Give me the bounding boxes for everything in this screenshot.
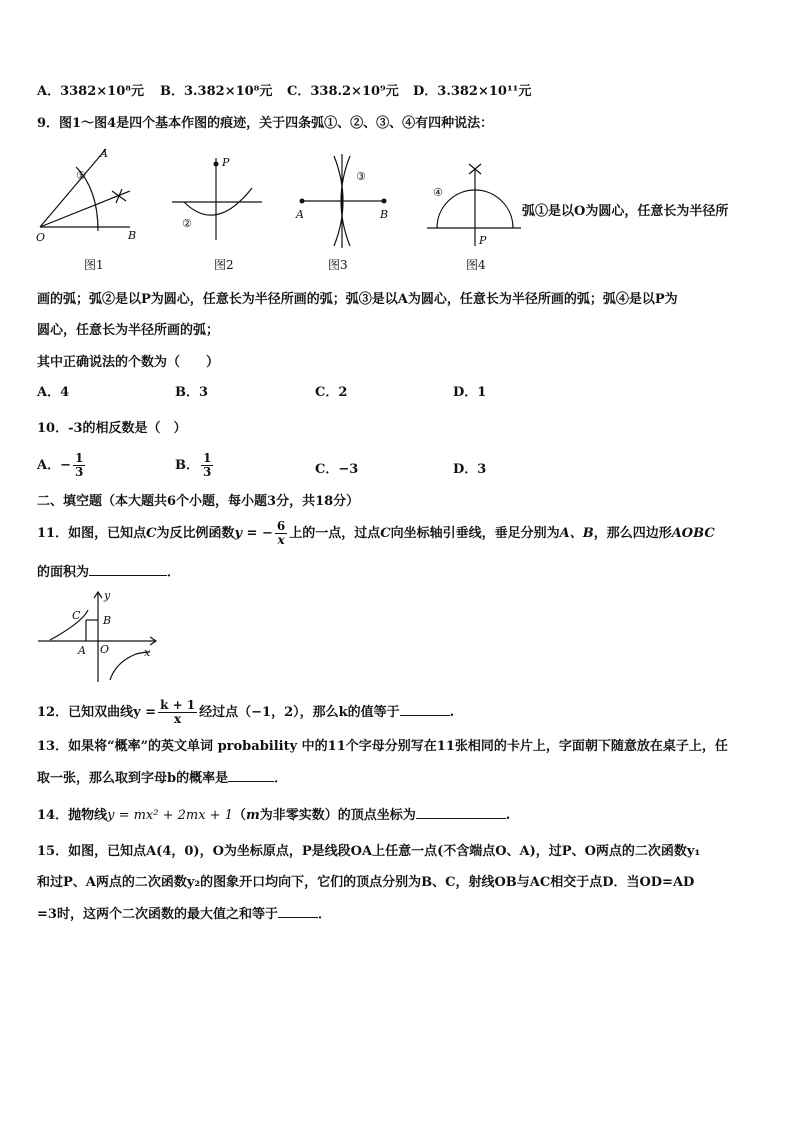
- q14-equation: y = mx² + 2mx + 1: [107, 808, 233, 823]
- q14-paren-open: （: [232, 808, 246, 823]
- q13-line2-text: 取一张，那么取到字母b的概率是: [37, 771, 229, 786]
- q10-stem: 10．-3的相反数是（ ）: [37, 421, 187, 436]
- q12-end: .: [449, 705, 455, 720]
- q15-line3: [37, 905, 331, 924]
- q11-point-c2: C: [380, 526, 391, 541]
- q10-option-a: [37, 452, 87, 479]
- q10-option-b: [175, 452, 215, 479]
- fig2-label-p: P: [222, 156, 230, 169]
- q14-line: [37, 806, 510, 825]
- q10-option-b-den: 3: [203, 465, 212, 479]
- q12-fraction: [158, 699, 197, 726]
- q11-fig-label-a: A: [78, 644, 86, 657]
- q13-end: ．: [274, 771, 288, 786]
- fig1-label-b: B: [128, 229, 137, 242]
- q11-frac-num: 6: [276, 519, 286, 533]
- q13-line1: 13．如果将“概率”的英文单词 probability 中的11个字母分别写在11张相同的卡片上，字面朝下随意放在桌子上，任: [37, 739, 728, 754]
- q9-question: 其中正确说法的个数为（ ）: [37, 355, 220, 370]
- q9-line2: 画的弧；弧②是以P为圆心，任意长为半径所画的弧；弧③是以A为圆心，任意长为半径所画的弧；弧④是以P为: [37, 292, 678, 307]
- q10-option-b-fraction: [201, 452, 213, 479]
- q8-option-a: A．3382×10⁸元: [37, 84, 144, 99]
- q9-side-text: 弧①是以O为圆心，任意长为半径所: [522, 204, 729, 219]
- fig1-label-a: A: [100, 147, 108, 160]
- q12-text-1: 12．已知双曲线: [37, 705, 134, 720]
- q10-option-a-fraction: [73, 452, 85, 479]
- fig4-caption: 图4: [466, 258, 486, 272]
- q14-end: .: [505, 808, 511, 823]
- fig1-bisector: [40, 191, 130, 227]
- q13-line2: [37, 769, 287, 788]
- q9-stem: 9．图1～图4是四个基本作图的痕迹，关于四条弧①、②、③、④有四种说法：: [37, 116, 494, 131]
- q15-answer-blank[interactable]: [278, 905, 318, 918]
- q10-option-b-num: 1: [203, 451, 212, 465]
- q12-line: [37, 699, 454, 726]
- q12-text-2: 经过点（−1，2），那么k的值等于: [199, 705, 400, 720]
- fig3-label-a: A: [296, 208, 304, 221]
- q10-option-a-den: 3: [74, 465, 84, 479]
- q11-text-5: ，那么四边形: [593, 526, 672, 541]
- q9-figure-3: [290, 150, 395, 250]
- fig2-caption: 图2: [214, 258, 234, 272]
- q11-answer-blank[interactable]: [89, 563, 167, 576]
- q11-points-ab: A、B: [559, 526, 594, 541]
- q11-point-c: C: [146, 526, 157, 541]
- q11-text-1: 11．如图，已知点: [37, 526, 147, 541]
- q15-end: ．: [317, 907, 331, 922]
- q11-eq-left: y = −: [234, 526, 273, 541]
- q9-figure-2: [168, 150, 268, 245]
- q11-line1: [37, 520, 715, 547]
- q11-fraction: [275, 520, 287, 547]
- q10-option-a-num: 1: [74, 451, 84, 465]
- q11-fig-label-o: O: [100, 643, 110, 656]
- q12-frac-den: x: [174, 712, 182, 726]
- q9-line3: 圆心，任意长为半径所画的弧；: [37, 323, 220, 338]
- q9-figure-4: [425, 160, 525, 250]
- q11-figure: [36, 588, 161, 684]
- fig1-ray-oa: [40, 149, 106, 227]
- q9-figure-1: [32, 145, 147, 245]
- fig2-label-2: ②: [182, 217, 192, 230]
- q12-answer-blank[interactable]: [400, 703, 450, 716]
- q14-text-1: 14．抛物线: [37, 808, 108, 823]
- q9-option-b: B．3: [175, 385, 209, 400]
- fig4-label-p: P: [479, 234, 487, 247]
- q11-frac-den: x: [277, 533, 285, 547]
- q11-line2-end: ．: [167, 565, 181, 580]
- q10-option-b-prefix: B．: [175, 458, 199, 473]
- q11-fig-label-b: B: [103, 614, 112, 627]
- fig1-label-1: ①: [76, 169, 86, 182]
- fig3-caption: 图3: [328, 258, 348, 272]
- q15-line1: 15．如图，已知点A(4，0)，O为坐标原点，P是线段OA上任意一点(不含端点O、A)，过P、O两点的二次函数y₁: [37, 844, 701, 859]
- q10-option-c: C．−3: [315, 462, 359, 477]
- q15-line3-text: =3时，这两个二次函数的最大值之和等于: [37, 907, 278, 922]
- q11-text-3: 上的一点，过点: [289, 526, 381, 541]
- q9-option-c: C．2: [315, 385, 348, 400]
- fig1-label-o: O: [36, 231, 46, 244]
- q8-option-c: C．338.2×10⁹元: [287, 84, 399, 99]
- fig4-label-4: ④: [433, 186, 443, 199]
- q9-option-a: A．4: [37, 385, 70, 400]
- q10-option-d: D．3: [453, 462, 487, 477]
- q11-fig-label-x: x: [144, 646, 151, 659]
- q8-option-b: B．3.382×10⁸元: [160, 84, 273, 99]
- fig1-caption: 图1: [84, 258, 104, 272]
- q8-option-d: D．3.382×10¹¹元: [413, 84, 532, 99]
- q11-text-4: 向坐标轴引垂线，垂足分别为: [390, 526, 560, 541]
- fig3-label-b: B: [380, 208, 389, 221]
- q9-option-d: D．1: [453, 385, 487, 400]
- q11-quad: AOBC: [671, 526, 715, 541]
- q14-text-2: 为非零实数）的顶点坐标为: [259, 808, 416, 823]
- q14-answer-blank[interactable]: [416, 806, 506, 819]
- q10-option-a-prefix: A．−: [37, 458, 71, 473]
- q11-fig-label-y: y: [104, 589, 111, 602]
- fig3-label-3: ③: [356, 170, 366, 183]
- q12-frac-num: k + 1: [160, 698, 196, 712]
- q15-line2: 和过P、A两点的二次函数y₂的图象开口均向下，它们的顶点分别为B、C，射线OB与AC相交于点D．当OD=AD: [37, 875, 695, 890]
- section-2-heading: 二、填空题（本大题共6个小题，每小题3分，共18分）: [37, 494, 360, 509]
- q11-text-2: 为反比例函数: [156, 526, 235, 541]
- q13-answer-blank[interactable]: [228, 769, 274, 782]
- q11-line2: [37, 563, 180, 582]
- q11-line2-text: 的面积为: [37, 565, 90, 580]
- q14-var-m: m: [246, 808, 260, 823]
- q12-eq: y =: [133, 705, 157, 720]
- q11-fig-label-c: C: [72, 609, 81, 622]
